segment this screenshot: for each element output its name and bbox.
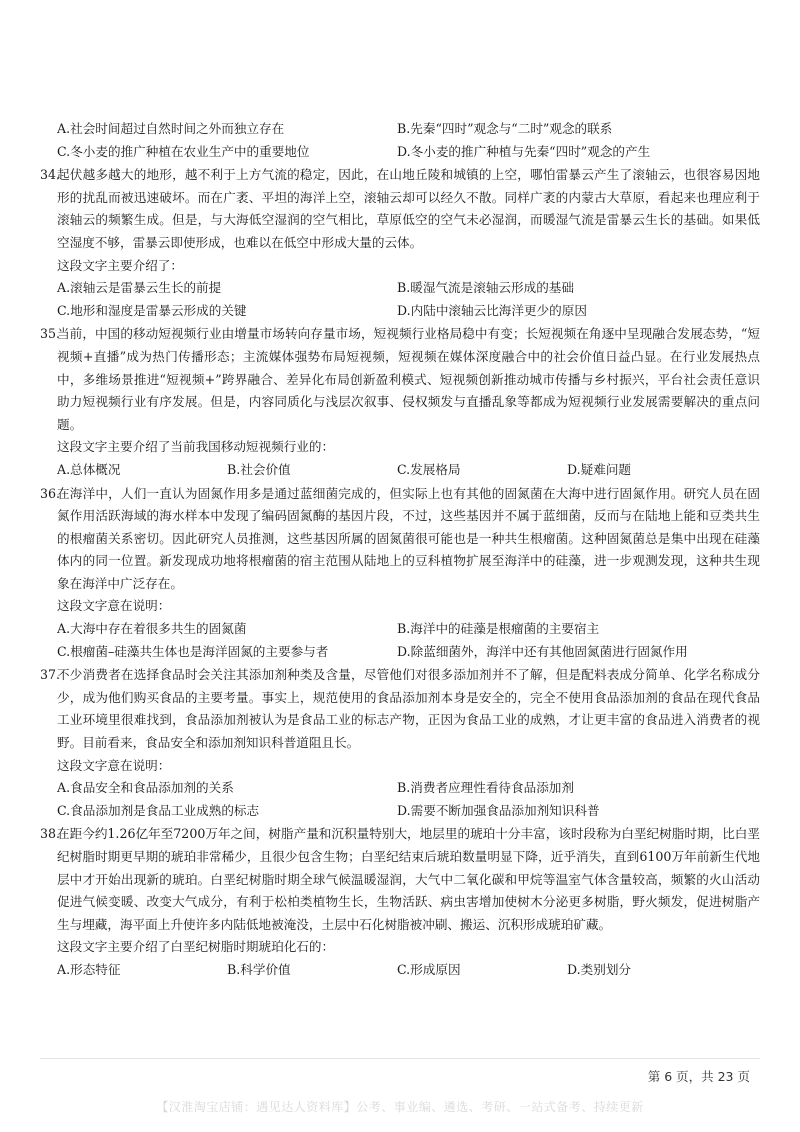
option-a: A.形态特征 [57, 961, 121, 977]
question-number: 34. [40, 167, 61, 183]
question-number: 37. [40, 667, 61, 683]
option-b: B.海洋中的硅藻是根瘤菌的主要宿主 [397, 621, 600, 637]
option-c: C.发展格局 [397, 461, 461, 477]
option-a: A.滚轴云是雷暴云生长的前提 [57, 280, 222, 296]
option-d: D.内陆中滚轴云比海洋更少的原因 [397, 302, 587, 318]
question-34 [40, 164, 760, 322]
question-list [40, 118, 760, 983]
option-a: A.总体概况 [57, 461, 121, 477]
question-stem: 起伏越多越大的地形，越不利于上方气流的稳定，因此，在山地丘陵和城镇的上空，哪怕雷暴云产生了滚轴云，也很容易因地形的扰乱而被迅速破坏。而在广袤、平坦的海洋上空，滚轴云却可以经久不散。同样广袤的内蒙古大草原，看起来也理应利于滚轴云的频繁生成。但是，与大海低空湿润的空气相比，草原低空的空气未必湿润，而暖湿气流是雷暴云生长的基础。如果低空湿度不够，雷暴云即使形成，也难以在低空中形成大量的云体。 [57, 167, 760, 250]
option-c: C.根瘤菌–硅藻共生体也是海洋固氮的主要参与者 [57, 643, 329, 659]
option-a: A.社会时间超过自然时间之外而独立存在 [57, 121, 285, 136]
footer-divider [40, 1058, 760, 1059]
question-38 [40, 823, 760, 981]
option-b: B.暖湿气流是滚轴云形成的基础 [397, 280, 574, 296]
option-c: C.地形和湿度是雷暴云形成的关键 [57, 302, 247, 318]
question-prompt: 这段文字主要介绍了白垩纪树脂时期琥珀化石的： [57, 939, 335, 955]
question-number: 38. [40, 826, 61, 842]
page-number: 第 6 页，共 23 页 [647, 1069, 750, 1084]
option-b: B.消费者应理性看待食品添加剂 [397, 780, 574, 796]
question-prompt: 这段文字主要介绍了当前我国移动短视频行业的： [57, 439, 335, 455]
option-c: C.形成原因 [397, 961, 461, 977]
question-stem: 在距今约1.26亿年至7200万年之间，树脂产量和沉积量特别大，地层里的琥珀十分丰富，该时段称为白垩纪树脂时期，比白垩纪树脂时期更早期的琥珀非常稀少，且很少包含生物；白垩纪结束后琥珀数量明显下降，近乎消失，直到6100万年前新生代地层中才开始出现新的琥珀。白垩纪树脂时期全球气候温暖湿润，大气中二氧化碳和甲烷等温室气体含量较高，频繁的火山活动促进气候变暖、改变大气成分，有利于松柏类植物生长，生物活跃、病虫害增加使树木分泌更多树脂，野火频发，促进树脂产生与埋藏，海平面上升使许多内陆低地被淹没，土层中石化树脂被冲刷、搬运、沉积形成琥珀矿藏。 [57, 826, 760, 932]
option-d: D.疑难问题 [567, 461, 632, 477]
question-stem: 当前，中国的移动短视频行业由增量市场转向存量市场，短视频行业格局稳中有变；长短视频在角逐中呈现融合发展态势，“短视频+直播”成为热门传播形态；主流媒体强势布局短视频，短视频在媒体深度融合中的社会价值日益凸显。在行业发展热点中，多维场景推进“短视频+”跨界融合、差异化布局创新盈利模式、短视频创新推动城市传播与乡村振兴，平台社会责任意识助力短视频行业有序发展。但是，内容同质化与浅层次叙事、侵权频发与直播乱象等都成为短视频行业发展需要解决的重点问题。 [57, 326, 760, 432]
option-b: B.先秦“四时”观念与“二时”观念的联系 [397, 121, 613, 136]
option-b: B.科学价值 [227, 961, 291, 977]
question-prompt: 这段文字主要介绍了： [57, 257, 183, 273]
option-a: A.大海中存在着很多共生的固氮菌 [57, 621, 247, 637]
option-d: D.需要不断加强食品添加剂知识科普 [397, 802, 600, 818]
option-c: C.食品添加剂是食品工业成熟的标志 [57, 802, 260, 818]
question-prompt: 这段文字意在说明： [57, 598, 171, 614]
question-33-options [40, 118, 760, 163]
question-36 [40, 483, 760, 664]
option-d: D.除蓝细菌外，海洋中还有其他固氮菌进行固氮作用 [397, 643, 688, 659]
option-a: A.食品安全和食品添加剂的关系 [57, 780, 234, 796]
question-prompt: 这段文字意在说明： [57, 757, 171, 773]
question-35 [40, 323, 760, 481]
option-b: B.社会价值 [227, 461, 291, 477]
option-c: C.冬小麦的推广种植在农业生产中的重要地位 [57, 143, 310, 159]
question-number: 36. [40, 485, 61, 501]
watermark-text: 【汉淮淘宝店铺：遇见达人资料库】公考、事业编、遴选、考研、一站式备考、持续更新 [156, 1100, 644, 1114]
question-stem: 在海洋中，人们一直认为固氮作用多是通过蓝细菌完成的，但实际上也有其他的固氮菌在大海中进行固氮作用。研究人员在固氮作用活跃海域的海水样本中发现了编码固氮酶的基因片段，不过，这些基因并不属于蓝细菌，反而与在陆地上能和豆类共生的根瘤菌关系密切。因此研究人员推测，这些基因所属的固氮菌很可能也是一种共生根瘤菌。这种固氮菌总是集中出现在硅藻体内的同一位置。新发现成功地将根瘤菌的宿主范围从陆地上的豆科植物扩展至海洋中的硅藻，进一步观测发现，这种共生现象在海洋中广泛存在。 [57, 485, 760, 591]
option-d: D.类别划分 [567, 961, 632, 977]
option-d: D.冬小麦的推广种植与先秦“四时”观念的产生 [397, 143, 651, 159]
question-stem: 不少消费者在选择食品时会关注其添加剂种类及含量，尽管他们对很多添加剂并不了解，但是配料表成分简单、化学名称成分少，成为他们购买食品的主要考量。事实上，规范使用的食品添加剂本身是安全的，完全不使用食品添加剂的食品在现代食品工业环境里很难找到，食品添加剂被认为是食品工业的标志产物，正因为食品工业的成熟，才让更丰富的食品进入消费者的视野。目前看来，食品安全和添加剂知识科普道阻且长。 [57, 667, 760, 751]
question-number: 35. [40, 326, 61, 342]
question-37 [40, 664, 760, 822]
